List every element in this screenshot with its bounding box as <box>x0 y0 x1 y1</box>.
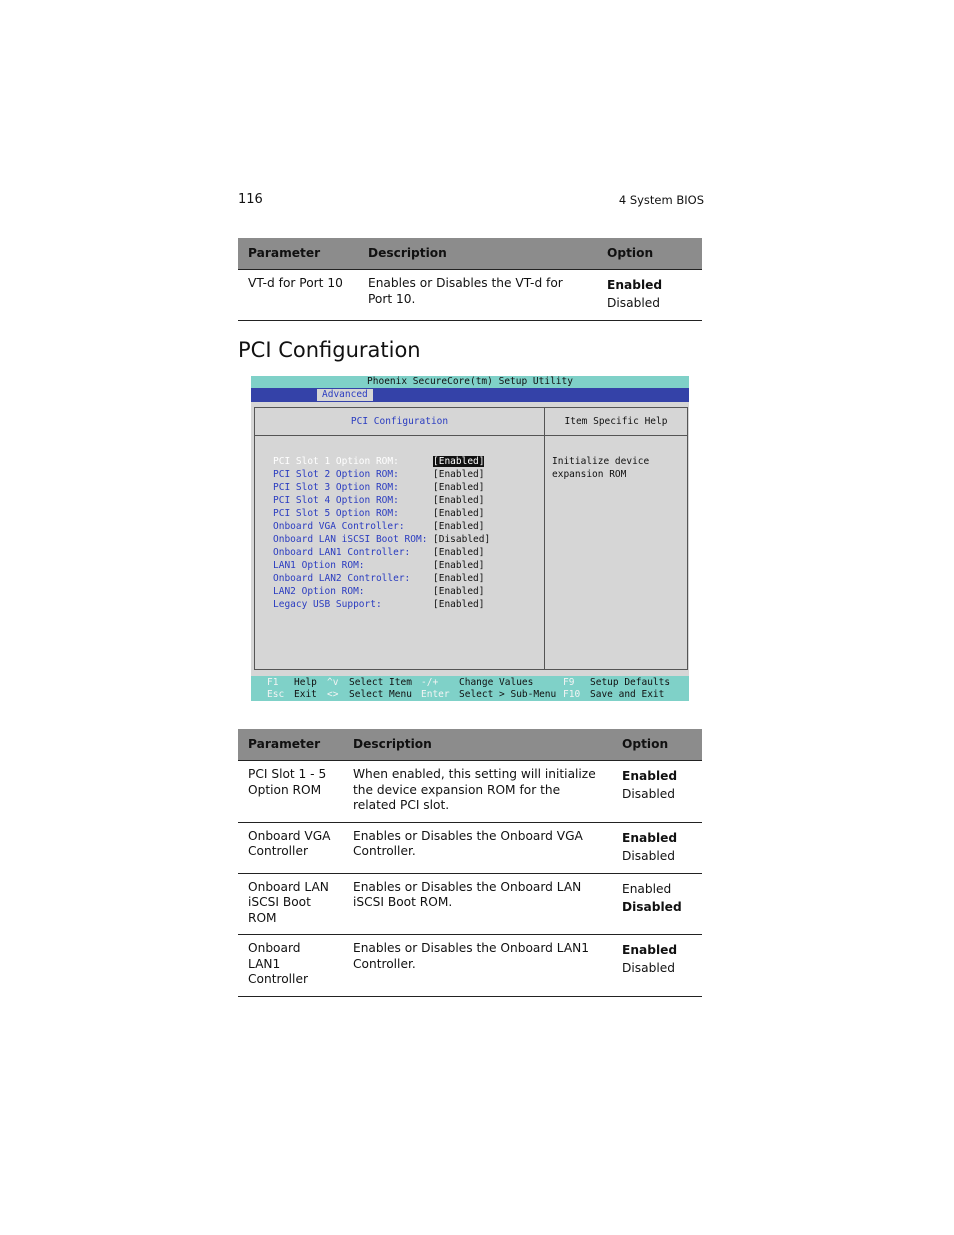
section-title: PCI Configuration <box>238 338 421 362</box>
option-default: Enabled <box>607 278 663 292</box>
column-header-description: Description <box>358 238 597 270</box>
bios-value-pci-slot-2[interactable]: [Enabled] <box>433 469 485 480</box>
option-default: Enabled <box>622 943 678 957</box>
bios-item-lan1-controller[interactable]: Onboard LAN1 Controller: <box>273 547 411 558</box>
parameter-cell: VT-d for Port 10 <box>238 270 358 321</box>
option-cell <box>612 761 702 823</box>
key-f10: F10 <box>563 689 581 700</box>
key-f9: F9 <box>563 677 575 688</box>
description-cell: Enables or Disables the Onboard LAN1 Controller. <box>343 935 612 997</box>
bios-item-pci-slot-3[interactable]: PCI Slot 3 Option ROM: <box>273 482 399 493</box>
key-f10-desc: Save and Exit <box>590 689 665 700</box>
bios-help-panel <box>544 407 688 670</box>
bios-value-lan1-option-rom[interactable]: [Enabled] <box>433 560 485 571</box>
option-alt: Disabled <box>607 296 660 310</box>
bios-value-lan1-controller[interactable]: [Enabled] <box>433 547 485 558</box>
table-row <box>238 873 702 935</box>
bios-value-lan-iscsi[interactable]: [Disabled] <box>433 534 491 545</box>
bios-settings-panel <box>254 407 545 670</box>
key-esc: Esc <box>267 689 285 700</box>
option-cell <box>597 270 702 321</box>
table-row <box>238 270 702 321</box>
description-cell: Enables or Disables the Onboard VGA Controller. <box>343 822 612 873</box>
bios-item-lan2-option-rom[interactable]: LAN2 Option ROM: <box>273 586 365 597</box>
bios-value-legacy-usb[interactable]: [Enabled] <box>433 599 485 610</box>
key-f1-desc: Help <box>294 677 317 688</box>
table-row <box>238 822 702 873</box>
column-header-description: Description <box>343 729 612 761</box>
table-row <box>238 761 702 823</box>
parameter-cell: Onboard LAN1 Controller <box>238 935 343 997</box>
bios-title-bar: Phoenix SecureCore(tm) Setup Utility <box>251 376 689 388</box>
bios-value-lan2-controller[interactable]: [Enabled] <box>433 573 485 584</box>
bios-help-text: Initialize device expansion ROM <box>552 456 650 480</box>
parameter-cell: Onboard VGA Controller <box>238 822 343 873</box>
bios-panel-title: PCI Configuration <box>255 408 544 436</box>
key-up-down: ^v <box>327 677 339 688</box>
bios-value-lan2-option-rom[interactable]: [Enabled] <box>433 586 485 597</box>
table-header-row <box>238 729 702 761</box>
chapter-title: 4 System BIOS <box>618 193 704 207</box>
column-header-option: Option <box>612 729 702 761</box>
bios-value-pci-slot-5[interactable]: [Enabled] <box>433 508 485 519</box>
description-cell: Enables or Disables the Onboard LAN iSCSI Boot ROM. <box>343 873 612 935</box>
key-left-right: <> <box>327 689 339 700</box>
bios-item-pci-slot-5[interactable]: PCI Slot 5 Option ROM: <box>273 508 399 519</box>
column-header-parameter: Parameter <box>238 238 358 270</box>
option-cell <box>612 935 702 997</box>
bios-item-pci-slot-1[interactable]: PCI Slot 1 Option ROM: <box>273 456 399 467</box>
parameter-table-top <box>238 238 702 321</box>
bios-item-onboard-vga[interactable]: Onboard VGA Controller: <box>273 521 405 532</box>
table-header-row <box>238 238 702 270</box>
key-esc-desc: Exit <box>294 689 317 700</box>
key-enter-desc: Select > Sub-Menu <box>459 689 557 700</box>
bios-help-title: Item Specific Help <box>545 408 687 436</box>
option-alt: Enabled <box>622 881 672 896</box>
option-default: Enabled <box>622 830 678 845</box>
bios-item-pci-slot-2[interactable]: PCI Slot 2 Option ROM: <box>273 469 399 480</box>
bios-item-legacy-usb[interactable]: Legacy USB Support: <box>273 599 382 610</box>
description-cell: Enables or Disables the VT-d for Port 10. <box>358 270 597 321</box>
bios-item-lan-iscsi[interactable]: Onboard LAN iSCSI Boot ROM: <box>273 534 428 545</box>
option-cell <box>612 822 702 873</box>
bios-screenshot <box>251 376 689 701</box>
key-enter: Enter <box>421 689 450 700</box>
option-default: Enabled <box>622 769 678 783</box>
bios-value-pci-slot-4[interactable]: [Enabled] <box>433 495 485 506</box>
description-cell: When enabled, this setting will initialize the device expansion ROM for the related PCI slot. <box>343 761 612 823</box>
bios-item-lan2-controller[interactable]: Onboard LAN2 Controller: <box>273 573 411 584</box>
option-alt: Disabled <box>622 961 675 975</box>
column-header-parameter: Parameter <box>238 729 343 761</box>
page-number: 116 <box>238 192 263 207</box>
option-alt: Disabled <box>622 787 675 801</box>
bios-value-highlight: [Enabled] <box>433 456 485 467</box>
parameter-cell: PCI Slot 1 - 5 Option ROM <box>238 761 343 823</box>
bios-footer <box>251 676 689 701</box>
option-cell <box>612 873 702 935</box>
key-up-down-desc: Select Item <box>349 677 412 688</box>
key-minus-plus: -/+ <box>421 677 439 688</box>
bios-item-pci-slot-4[interactable]: PCI Slot 4 Option ROM: <box>273 495 399 506</box>
tab-advanced[interactable]: Advanced <box>317 389 373 401</box>
bios-value-pci-slot-3[interactable]: [Enabled] <box>433 482 485 493</box>
key-left-right-desc: Select Menu <box>349 689 412 700</box>
parameter-cell: Onboard LAN iSCSI Boot ROM <box>238 873 343 935</box>
option-default: Disabled <box>622 899 682 914</box>
parameter-table-bottom <box>238 729 702 997</box>
option-alt: Disabled <box>622 848 675 863</box>
table-row <box>238 935 702 997</box>
bios-item-lan1-option-rom[interactable]: LAN1 Option ROM: <box>273 560 365 571</box>
key-f1: F1 <box>267 677 279 688</box>
key-minus-plus-desc: Change Values <box>459 677 534 688</box>
bios-value-onboard-vga[interactable]: [Enabled] <box>433 521 485 532</box>
column-header-option: Option <box>597 238 702 270</box>
key-f9-desc: Setup Defaults <box>590 677 671 688</box>
bios-value-pci-slot-1[interactable] <box>433 455 484 468</box>
bios-menu-bar <box>251 388 689 402</box>
